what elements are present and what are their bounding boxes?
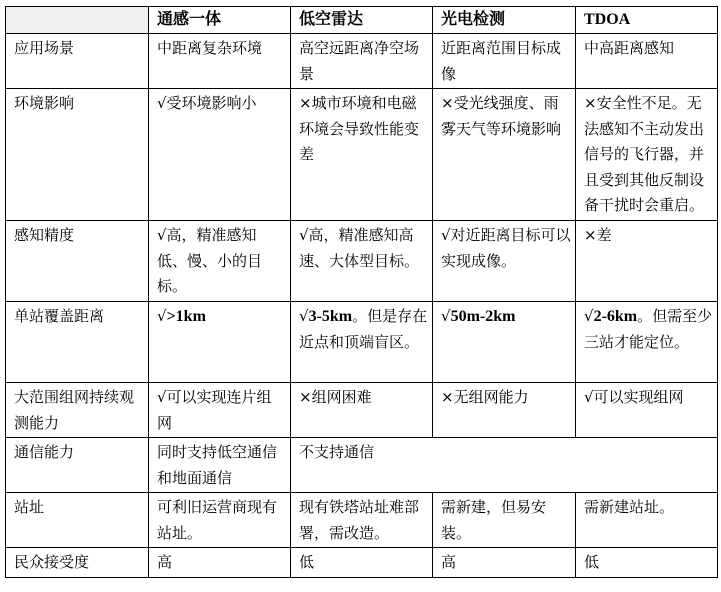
range-note: 。但是存在近点和顶端盲区。 <box>299 307 428 351</box>
table-row <box>6 493 718 548</box>
table-cell: ×城市环境和电磁环境会导致性能变差 <box>291 89 433 221</box>
table-row <box>6 221 718 302</box>
table-cell: √对近距离目标可以实现成像。 <box>433 221 576 302</box>
check-mark: √ <box>584 307 594 325</box>
check-mark: √ <box>299 307 309 325</box>
table-row <box>6 548 718 578</box>
table-row <box>6 34 718 89</box>
table-cell: 同时支持低空通信和地面通信 <box>149 438 291 493</box>
row-label: 单站覆盖距离 <box>6 302 149 383</box>
table-cell: 低 <box>576 548 718 578</box>
header-tdoa: TDOA <box>576 7 718 34</box>
range-value: 50m-2km <box>450 308 516 325</box>
table-row <box>6 383 718 438</box>
check-mark: √ <box>157 307 167 325</box>
table-cell: 高 <box>433 548 576 578</box>
table-row <box>6 302 718 383</box>
table-cell: 需新建，但易安装。 <box>433 493 576 548</box>
table-cell <box>149 302 291 383</box>
table-cell: 高 <box>149 548 291 578</box>
range-note: 。但需至少三站才能定位。 <box>584 307 713 351</box>
table-cell: 低 <box>291 548 433 578</box>
row-label: 感知精度 <box>6 221 149 302</box>
table-cell: 现有铁塔站址难部署，需改造。 <box>291 493 433 548</box>
range-value: 2-6km <box>593 308 638 325</box>
row-label: 站址 <box>6 493 149 548</box>
table-cell: ×无组网能力 <box>433 383 576 438</box>
table-cell-merged: 不支持通信 <box>291 438 718 493</box>
table-cell: 近距离范围目标成像 <box>433 34 576 89</box>
comparison-table <box>5 6 718 578</box>
table-cell: 需新建站址。 <box>576 493 718 548</box>
table-cell <box>291 302 433 383</box>
table-cell <box>433 302 576 383</box>
range-value: >1km <box>166 308 206 325</box>
table-cell: 中高距离感知 <box>576 34 718 89</box>
row-label: 应用场景 <box>6 34 149 89</box>
table-cell: ×组网困难 <box>291 383 433 438</box>
table-cell: ×安全性不足。无法感知不主动发出信号的飞行器，并且受到其他反制设备干扰时会重启。 <box>576 89 718 221</box>
table-cell: ×差 <box>576 221 718 302</box>
row-label: 大范围组网持续观测能力 <box>6 383 149 438</box>
table-cell: √高，精准感知高速、大体型目标。 <box>291 221 433 302</box>
header-isac: 通感一体 <box>149 7 291 34</box>
header-low-altitude-radar: 低空雷达 <box>291 7 433 34</box>
row-label: 环境影响 <box>6 89 149 221</box>
row-label: 通信能力 <box>6 438 149 493</box>
table-cell <box>576 302 718 383</box>
header-corner <box>6 7 149 34</box>
table-cell: 可利旧运营商现有站址。 <box>149 493 291 548</box>
check-mark: √ <box>441 307 451 325</box>
table-row <box>6 438 718 493</box>
table-cell: 中距离复杂环境 <box>149 34 291 89</box>
table-cell: √受环境影响小 <box>149 89 291 221</box>
range-value: 3-5km <box>308 308 353 325</box>
table-cell: √高，精准感知低、慢、小的目标。 <box>149 221 291 302</box>
table-cell: √可以实现连片组网 <box>149 383 291 438</box>
row-label: 民众接受度 <box>6 548 149 578</box>
header-row <box>6 7 718 34</box>
header-electro-optical: 光电检测 <box>433 7 576 34</box>
table-cell: 高空远距离净空场景 <box>291 34 433 89</box>
table-cell: √可以实现组网 <box>576 383 718 438</box>
table-row <box>6 89 718 221</box>
table-cell: ×受光线强度、雨雾天气等环境影响 <box>433 89 576 221</box>
